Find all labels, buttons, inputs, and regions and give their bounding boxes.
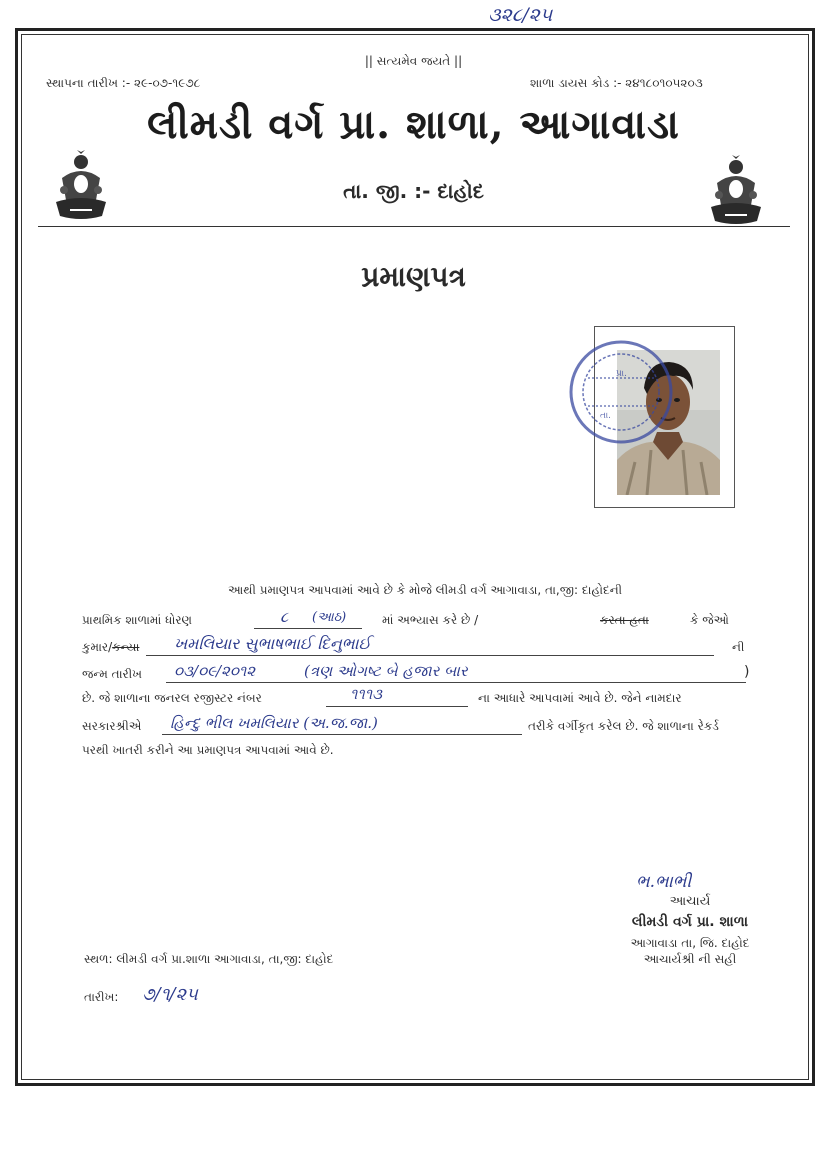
designation: આચાર્ય xyxy=(669,894,711,909)
student-name: ખમલિયાર સુભાષભાઈ દિનુભાઈ xyxy=(174,634,371,653)
dob-value: ૦૩/૦૯/૨૦૧૨ xyxy=(174,662,256,680)
who-text: કે જેઓ xyxy=(690,613,729,627)
reference-number: ૩૨૮/૨૫ xyxy=(488,4,553,26)
saraswati-emblem-right-icon xyxy=(705,155,767,227)
svg-text:તા.: તા. xyxy=(600,411,612,421)
dob-label: જન્મ તારીખ xyxy=(82,667,143,681)
certificate-body: આથી પ્રમાણપત્ર આપવામાં આવે છે કે મોજે લીમડી વર્ગ આગાવાડા, તા,જી: દાહોદની પ્રાથમિક શાળામાં ધોરણ ૮ (આઠ) માં અભ્યાસ કરે છે / કરતા હતા કે જેઓ કુમાર/કન્યા ખમલિયાર સુભાષભાઈ દિનુભાઈ ની જન્મ તારીખ ૦૩/૦૯/૨૦૧૨ (ત્રણ ઓગષ્ટ બે હજાર બાર ) છે. જે શાળાના જનરલ રજીસ્ટર નંબર ૧૧૧૩ ના આધારે આપવામાં આવે છે. જેને નામદાર સરકારશ્રીએ હિન્દુ ભીલ ખમલિયાર (અ.જ.જા.) તરીકે વર્ગીકૃત કરેલ છે. જે શાળાના રેકર્ડ પરથી ખાતરી કરીને આ પ્રમાણપત્ર આપવામાં આવે છે. xyxy=(82,578,750,758)
name-prefix-struck: કન્યા xyxy=(112,640,140,654)
standard-label: પ્રાથમિક શાળામાં ધોરણ xyxy=(82,613,192,627)
dise-code: શાળા ડાયસ કોડ :- ૨૪૧૮૦૧૦૫૨૦૩ xyxy=(530,76,703,90)
studying-text: માં અભ્યાસ કરે છે / xyxy=(382,613,479,627)
register-label: છે. જે શાળાના જનરલ રજીસ્ટર નંબર xyxy=(82,691,262,705)
motto: || સત્યમેવ જયતે || xyxy=(364,54,463,68)
caste-suffix: તરીકે વર્ગીકૃત કરેલ છે. જે શાળાના રેકર્ડ xyxy=(528,719,719,733)
register-value: ૧૧૧૩ xyxy=(350,685,383,703)
dob-close-paren: ) xyxy=(744,664,750,680)
header-divider xyxy=(38,226,790,227)
dob-words: ત્રણ ઓગષ્ટ બે હજાર બાર xyxy=(309,662,468,680)
date-label: તારીખ: xyxy=(84,990,119,1004)
register-suffix: ના આધારે આપવામાં આવે છે. જેને નામદાર xyxy=(478,691,682,705)
svg-text:પ્રા.: પ્રા. xyxy=(616,369,627,379)
signature-label: આચાર્યશ્રી ની સહી xyxy=(643,952,737,966)
signature-place: આગાવાડા તા, જિ. દાહોદ xyxy=(630,936,750,950)
caste-label: સરકારશ્રીએ xyxy=(82,719,142,733)
saraswati-emblem-left-icon xyxy=(50,150,112,222)
standard-words: (આઠ) xyxy=(312,610,347,625)
school-name: લીમડી વર્ગ પ્રા. શાળા, આગાવાડા xyxy=(147,101,680,148)
register-line xyxy=(326,706,468,707)
establishment-date: સ્થાપના તારીખ :- ૨૯-૦૭-૧૯૭૮ xyxy=(46,76,201,90)
body-line-1: આથી પ્રમાણપત્ર આપવામાં આવે છે કે મોજે લીમડી વર્ગ આગાવાડા, તા,જી: દાહોદની xyxy=(228,583,623,597)
date-value: ૭/૧/૨૫ xyxy=(142,984,198,1005)
caste-value: હિન્દુ ભીલ ખમલિયાર (અ.જ.જા.) xyxy=(170,714,378,732)
name-suffix: ની xyxy=(732,640,745,654)
standard-value: ૮ xyxy=(280,608,289,626)
name-prefix: કુમાર/ xyxy=(82,640,113,654)
taluka-district: તા. જી. :- દાહોદ xyxy=(343,179,484,203)
school-seal-stamp-icon xyxy=(566,336,676,448)
place: સ્થળ: લીમડી વર્ગ પ્રા.શાળા આગાવાડા, તા,જી: દાહોદ xyxy=(84,952,334,966)
body-line-6: પરથી ખાતરી કરીને આ પ્રમાણપત્ર આપવામાં આવે છે. xyxy=(82,743,334,757)
principal-signature: ભ.ભાભી xyxy=(636,872,692,892)
signature-school: લીમડી વર્ગ પ્રા. શાળા xyxy=(631,914,749,930)
struck-text: કરતા હતા xyxy=(600,613,649,627)
certificate-title: પ્રમાણપત્ર xyxy=(361,260,466,293)
